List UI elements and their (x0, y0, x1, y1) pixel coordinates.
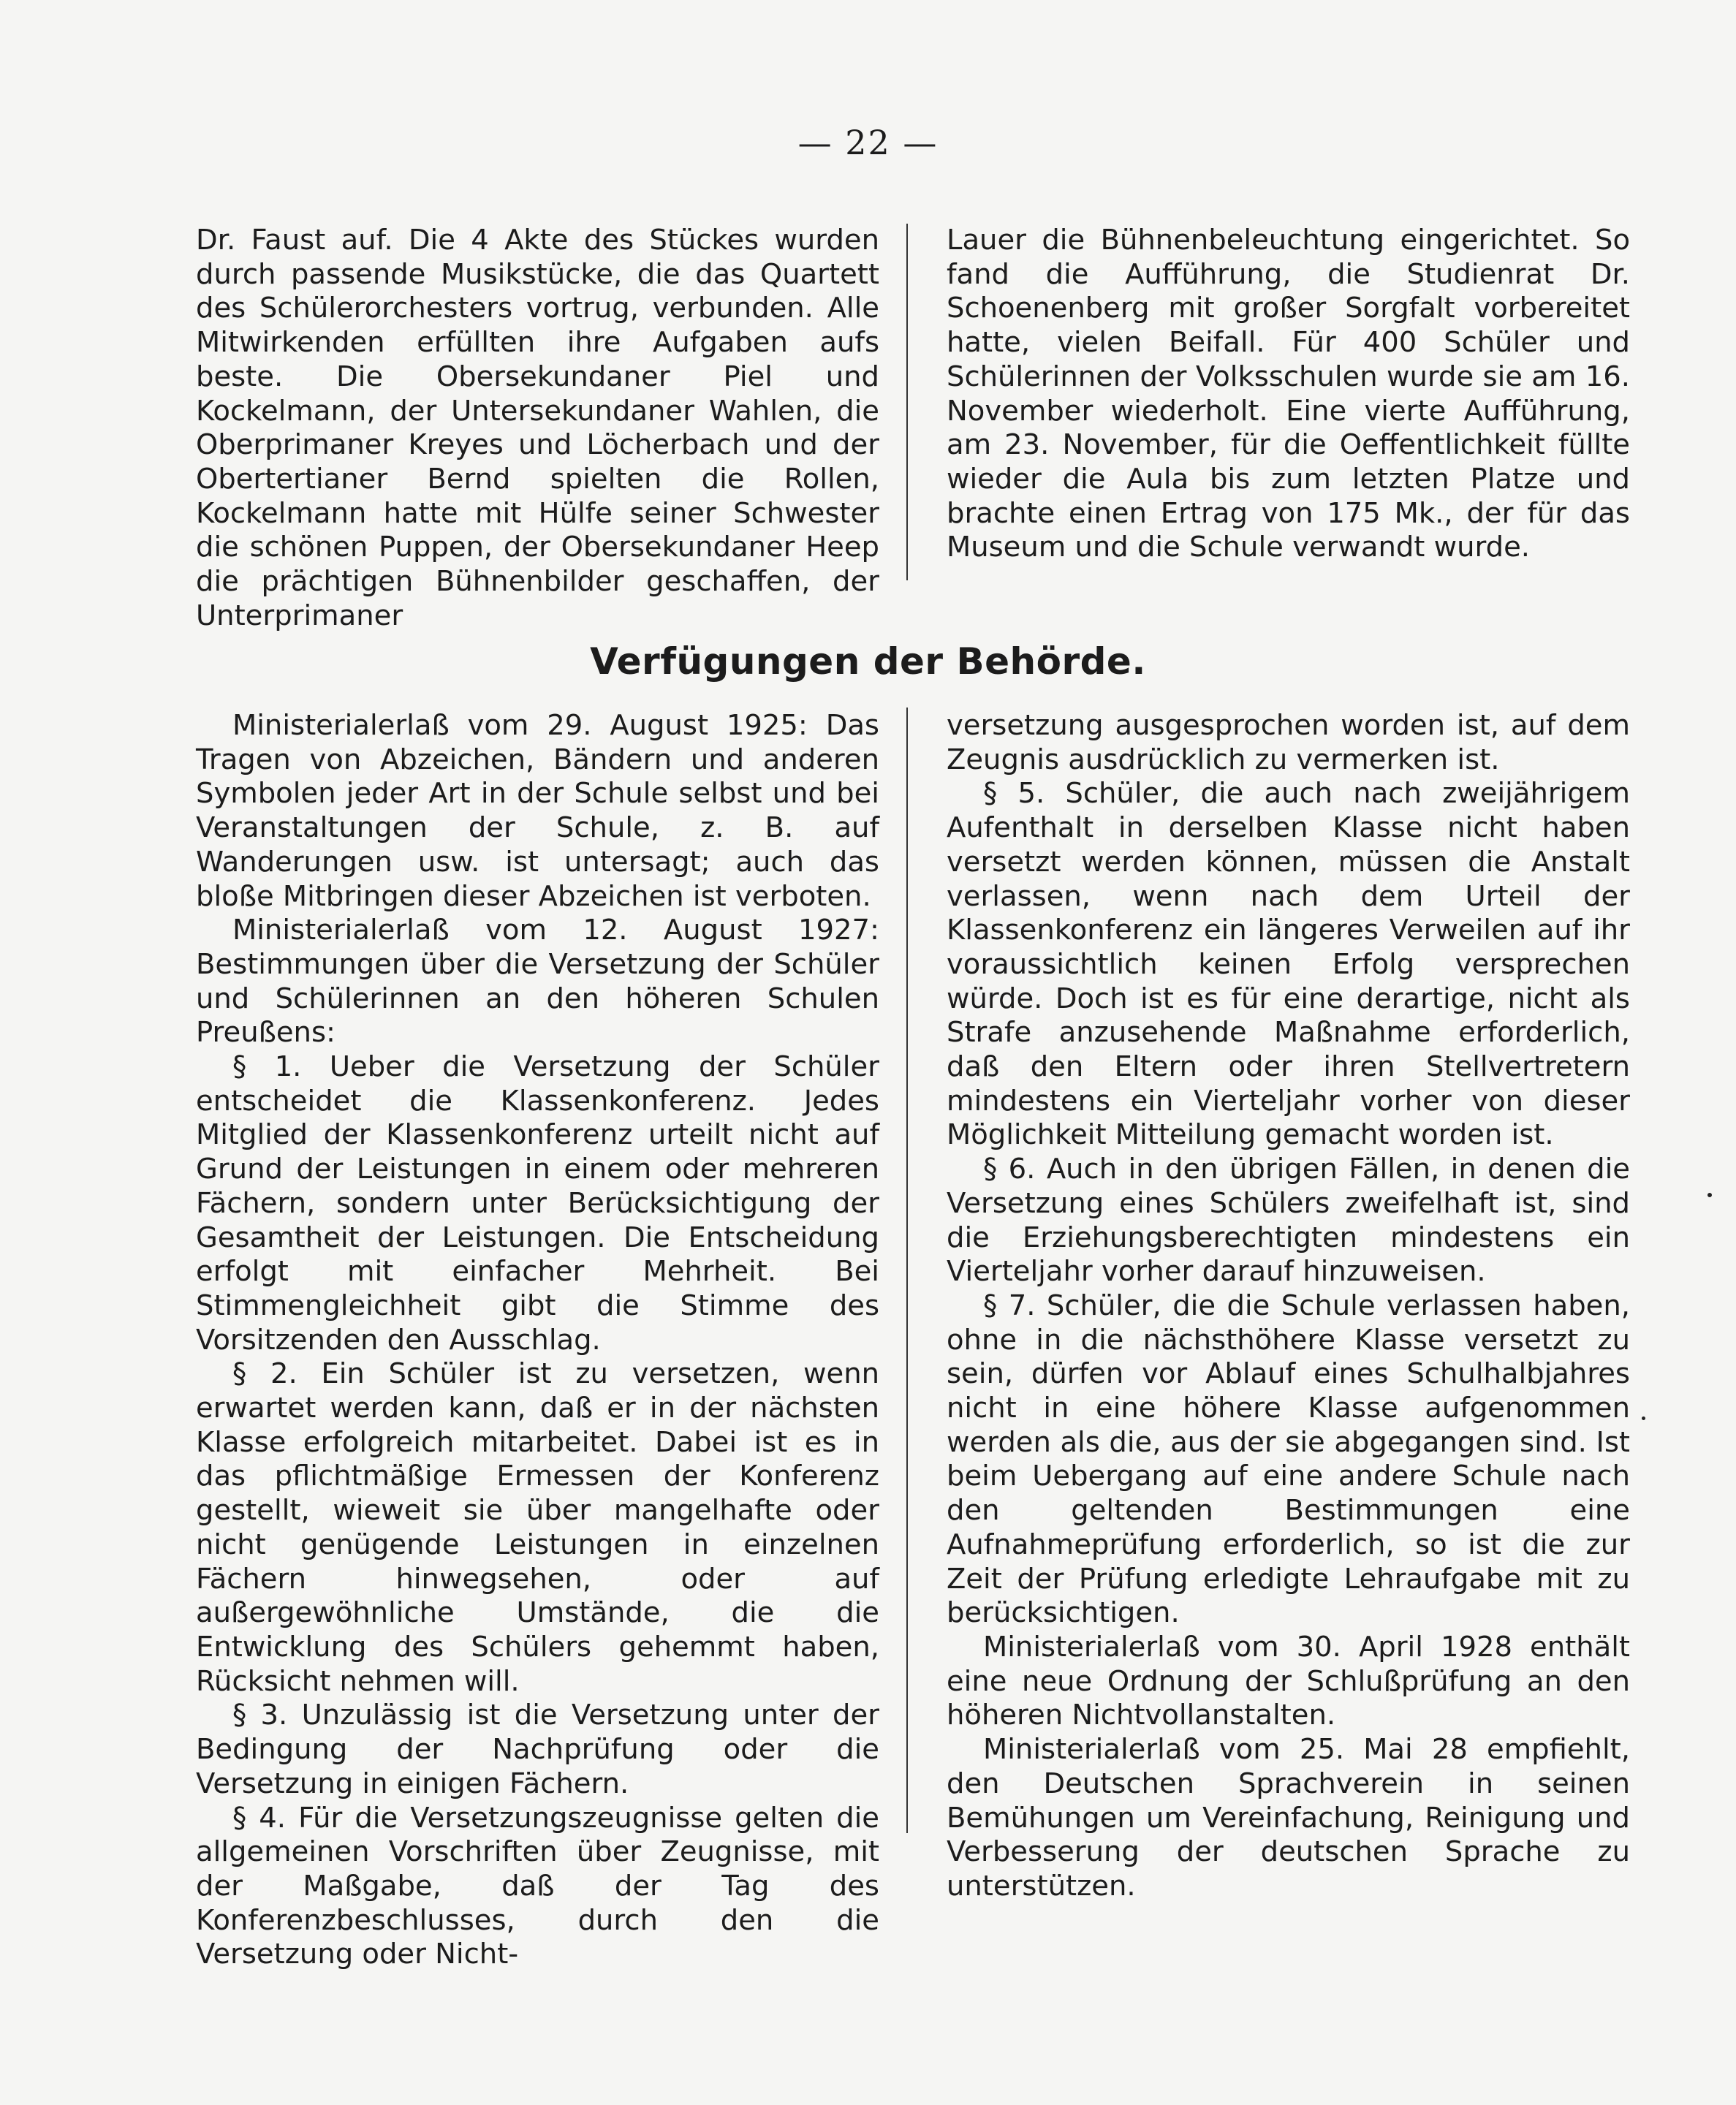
paragraph: § 4. Für die Versetzungszeugnisse gelten die allgemeinen Vorschriften über Zeugnisse, mit der Maßgabe, daß der Tag des Konferenzbeschlusses, durch den die Versetzung oder Nicht- (196, 1801, 879, 1971)
paragraph: § 7. Schüler, die die Schule verlassen haben, ohne in die nächsthöhere Klasse versetzt zu sein, dürfen vor Ablauf eines Schulhalbjahres nicht in eine höhere Klasse aufgenommen werden als die, aus der sie abgegangen sind. Ist beim Uebergang auf eine andere Schule nach den geltenden Bestimmungen eine Aufnahmeprüfung erforderlich, so ist die zur Zeit der Prüfung erledigte Lehraufgabe mit zu berücksichtigen. (947, 1289, 1630, 1630)
paragraph: § 5. Schüler, die auch nach zweijährigem Aufenthalt in derselben Klasse nicht haben versetzt werden können, müssen die Anstalt verlassen, wenn nach dem Urteil der Klassenkonferenz ein längeres Verweilen auf ihr voraussichtlich keinen Erfolg versprechen würde. Doch ist es für eine derartige, nicht als Strafe anzusehende Maßnahme erforderlich, daß den Eltern oder ihren Stellvertretern mindestens ein Vierteljahr vorher von dieser Möglichkeit Mitteilung gemacht worden ist. (947, 777, 1630, 1152)
paragraph: § 1. Ueber die Versetzung der Schüler entscheidet die Klassenkonferenz. Jedes Mitglied der Klassenkonferenz urteilt nicht auf Grund der Leistungen in einem oder mehreren Fächern, sondern unter Berücksichtigung der Gesamtheit der Leistungen. Die Entscheidung erfolgt mit einfacher Mehrheit. Bei Stimmengleichheit gibt die Stimme des Vorsitzenden den Ausschlag. (196, 1050, 879, 1357)
top-left-column (196, 224, 879, 633)
speck (1642, 1416, 1645, 1420)
paragraph: Dr. Faust auf. Die 4 Akte des Stückes wurden durch passende Musikstücke, die das Quartett des Schülerorchesters vortrug, verbunden. Alle Mitwirkenden erfüllten ihre Aufgaben aufs beste. Die Obersekundaner Piel und Kockelmann, der Untersekundaner Wahlen, die Oberprimaner Kreyes und Löcherbach und der Obertertianer Bernd spielten die Rollen, Kockelmann hatte mit Hülfe seiner Schwester die schönen Puppen, der Obersekundaner Heep die prächtigen Bühnenbilder geschaffen, der Unterprimaner (196, 224, 879, 632)
paragraph: § 3. Unzulässig ist die Versetzung unter der Bedingung der Nachprüfung oder die Versetzung in einigen Fächern. (196, 1699, 879, 1800)
speck (1707, 1193, 1712, 1197)
bottom-right-column (947, 709, 1630, 1904)
paragraph: Ministerialerlaß vom 12. August 1927: Bestimmungen über die Versetzung der Schüler und Schülerinnen an den höheren Schulen Preußens: (196, 914, 879, 1050)
paragraph: versetzung ausgesprochen worden ist, auf dem Zeugnis ausdrücklich zu vermerken ist. (947, 709, 1630, 776)
column-divider-bottom (906, 708, 908, 1833)
paragraph: § 2. Ein Schüler ist zu versetzen, wenn erwartet werden kann, daß er in der nächsten Klasse erfolgreich mitarbeitet. Dabei ist es in das pflichtmäßige Ermessen der Konferenz gestellt, wieweit sie über mangelhafte oder nicht genügende Leistungen in einzelnen Fächern hinwegsehen, oder auf außergewöhnliche Umstände, die die Entwicklung des Schülers gehemmt haben, Rücksicht nehmen will. (196, 1357, 879, 1698)
top-right-column (947, 224, 1630, 565)
page-number: — 22 — (797, 123, 939, 162)
section-heading: Verfügungen der Behörde. (590, 640, 1146, 683)
column-divider-top (906, 224, 908, 580)
paragraph: Ministerialerlaß vom 29. August 1925: Das Tragen von Abzeichen, Bändern und anderen Symbolen jeder Art in der Schule selbst und bei Veranstaltungen der Schule, z. B. auf Wanderungen usw. ist untersagt; auch das bloße Mitbringen dieser Abzeichen ist verboten. (196, 709, 879, 913)
paragraph: Ministerialerlaß vom 30. April 1928 enthält eine neue Ordnung der Schlußprüfung an den höheren Nichtvollanstalten. (947, 1630, 1630, 1732)
paragraph: Lauer die Bühnenbeleuchtung eingerichtet. So fand die Aufführung, die Studienrat Dr. Schoenenberg mit großer Sorgfalt vorbereitet hatte, vielen Beifall. Für 400 Schüler und Schülerinnen der Volksschulen wurde sie am 16. November wiederholt. Eine vierte Aufführung, am 23. November, für die Oeffentlichkeit füllte wieder die Aula bis zum letzten Platze und brachte einen Ertrag von 175 Mk., der für das Museum und die Schule verwandt wurde. (947, 224, 1630, 564)
paragraph: Ministerialerlaß vom 25. Mai 28 empfiehlt, den Deutschen Sprachverein in seinen Bemühungen um Vereinfachung, Reinigung und Verbesserung der deutschen Sprache zu unterstützen. (947, 1733, 1630, 1903)
bottom-left-column (196, 709, 879, 1972)
paragraph: § 6. Auch in den übrigen Fällen, in denen die Versetzung eines Schülers zweifelhaft ist, sind die Erziehungsberechtigten mindestens ein Vierteljahr vorher darauf hinzuweisen. (947, 1153, 1630, 1289)
